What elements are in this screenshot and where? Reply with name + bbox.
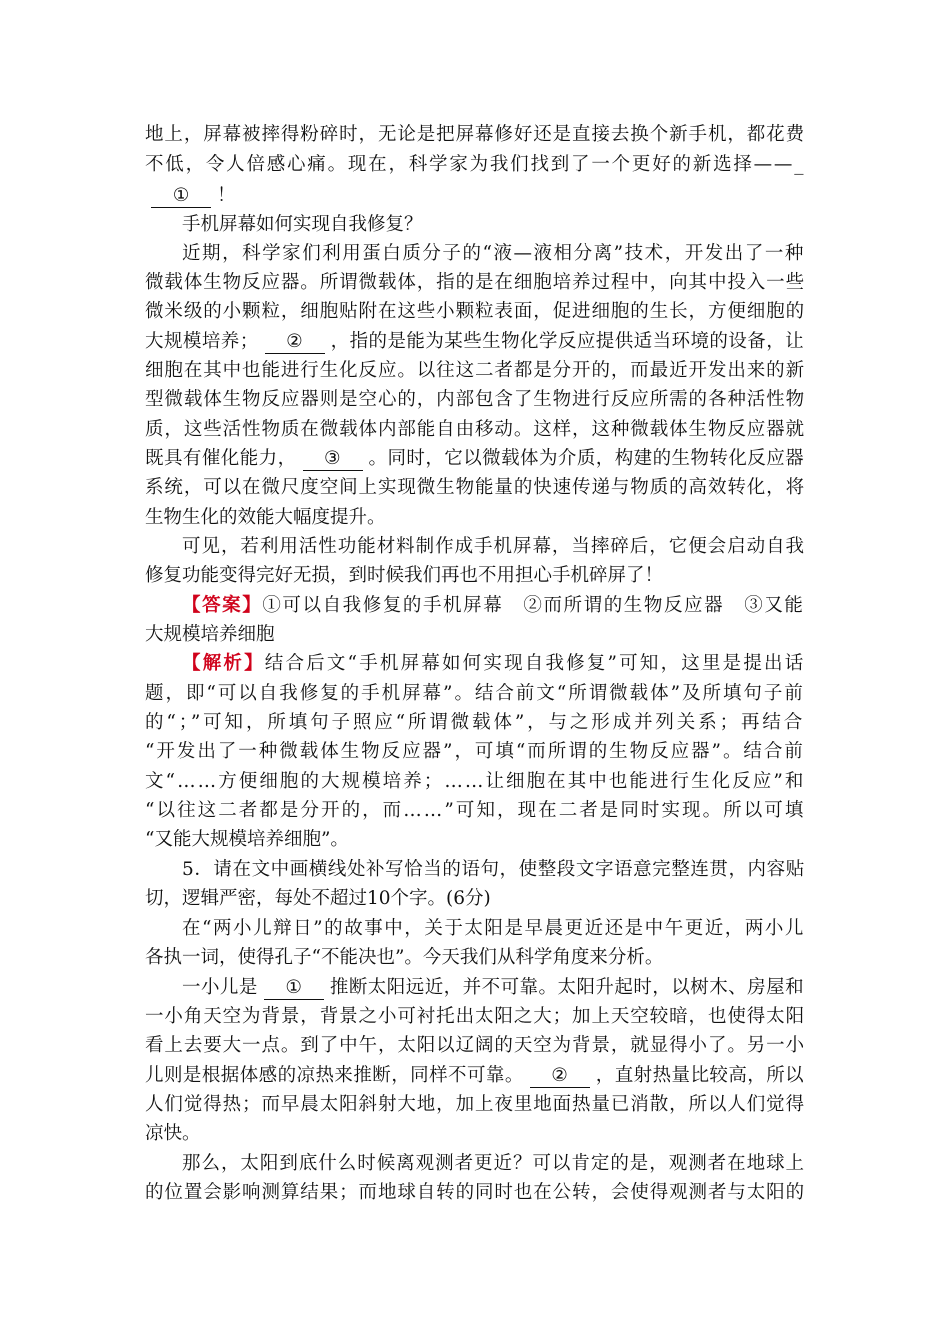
- text-line: [182, 857, 805, 883]
- text-line: [145, 886, 491, 912]
- text-line: [145, 945, 663, 971]
- section-label: 【解析】: [182, 653, 265, 674]
- line-text: “又能大规模培养细胞”。: [145, 829, 349, 850]
- line-text: ，指的是能为某些生物化学反应提供适当环境的设备，让: [330, 331, 805, 352]
- line-text: 型微载体生物反应器则是空心的，内部包含了生物进行反应所需的各种活性物: [145, 389, 806, 410]
- text-line: [145, 563, 663, 589]
- line-text: 5．请在文中画横线处补写恰当的语句，使整段文字语意完整连贯，内容贴: [182, 859, 805, 880]
- line-text: 细胞在其中也能进行生化反应。以往这二者都是分开的，而最近开发出来的新: [145, 360, 806, 381]
- line-text: 儿则是根据体感的凉热来推断，同样不可靠。: [145, 1065, 524, 1086]
- section-label: 【答案】: [182, 595, 263, 616]
- line-text: 系统，可以在微尺度空间上实现微生物能量的快速传递与物质的高效转化，将: [145, 477, 806, 498]
- text-line: [145, 1180, 805, 1206]
- line-text: 凉快。: [145, 1123, 201, 1144]
- line-text: 可见，若利用活性功能材料制作成手机屏幕，当摔碎后，它便会启动自我: [182, 536, 806, 557]
- answer-blank: ①: [264, 977, 324, 1000]
- line-text: 看上去要大一点。到了中午，太阳以辽阔的天空为背景，就显得小了。另一小: [145, 1035, 806, 1056]
- text-line: [182, 1151, 805, 1177]
- answer-blank: ①: [151, 185, 211, 208]
- line-text: 近期，科学家们利用蛋白质分子的“液—液相分离”技术，开发出了一种: [182, 243, 805, 264]
- text-line: [145, 505, 386, 531]
- line-text: 地上，屏幕被摔得粉碎时，无论是把屏幕修好还是直接去换个新手机，都花费: [145, 124, 806, 145]
- text-line: [145, 417, 805, 443]
- line-text: 生物生化的效能大幅度提升。: [145, 507, 386, 528]
- line-text: 微米级的小颗粒，细胞贴附在这些小颗粒表面，促进细胞的生长，方便细胞的: [145, 301, 806, 322]
- line-text: 推断太阳远近，并不可靠。太阳升起时，以树木、房屋和: [329, 977, 805, 998]
- text-line: [145, 681, 805, 707]
- text-line: [145, 152, 805, 178]
- text-line: [145, 475, 805, 501]
- text-line: [145, 1033, 805, 1059]
- text-line: [145, 1063, 804, 1089]
- line-text: 文“……方便细胞的大规模培养；……让细胞在其中也能进行生化反应”和: [145, 771, 806, 792]
- text-line: [145, 798, 805, 824]
- text-line: [145, 270, 805, 296]
- line-text: 那么，太阳到底什么时候离观测者更近？可以肯定的是，观测者在地球上: [182, 1153, 806, 1174]
- text-line: [145, 358, 805, 384]
- line-text: 人们觉得热；而早晨太阳斜射大地，加上夜里地面热量已消散，所以人们觉得: [145, 1094, 806, 1115]
- line-text: 的“；”可知，所填句子照应“所谓微载体”，与之形成并列关系；再结合: [145, 712, 806, 733]
- line-text: 一小角天空为背景，背景之小可衬托出太阳之大；加上天空较暗，也使得太阳: [145, 1006, 806, 1027]
- line-text: 的位置会影响测算结果；而地球自转的同时也在公转，会使得观测者与太阳的: [145, 1182, 806, 1203]
- text-line: [145, 622, 275, 648]
- line-text: 一小儿是: [182, 977, 258, 998]
- text-line: [145, 183, 236, 209]
- text-line: [182, 975, 804, 1001]
- line-text: 。同时，它以微载体为介质，构建的生物转化反应器: [368, 448, 805, 469]
- line-text: 在“两小儿辩日”的故事中，关于太阳是早晨更近还是中午更近，两小儿: [182, 918, 805, 939]
- text-line: [145, 739, 805, 765]
- answer-blank: ②: [265, 331, 325, 354]
- text-line: [145, 122, 805, 148]
- line-text: 各执一词，使得孔子“不能决也”。今天我们从科学角度来分析。: [145, 947, 664, 968]
- text-line: [145, 387, 805, 413]
- answer-blank: ②: [530, 1065, 590, 1088]
- line-text: “以往这二者都是分开的，而……”可知，现在二者是同时实现。所以可填: [145, 800, 806, 821]
- text-line: [145, 710, 805, 736]
- line-text: ！: [217, 185, 236, 206]
- text-line: [145, 827, 349, 853]
- text-line: [182, 593, 805, 619]
- line-text: ，直射热量比较高，所以: [595, 1065, 805, 1086]
- line-text: “开发出了一种微载体生物反应器”，可填“而所谓的生物反应器”。结合前: [145, 741, 805, 762]
- line-text: 既具有催化能力，: [145, 448, 297, 469]
- text-line: [145, 299, 805, 325]
- text-line: [145, 1121, 201, 1147]
- line-text: 手机屏幕如何实现自我修复？: [182, 214, 423, 235]
- text-line: [182, 651, 805, 677]
- text-line: [182, 212, 423, 238]
- text-line: [145, 329, 804, 355]
- text-line: [145, 1004, 805, 1030]
- line-text: 结合后文“手机屏幕如何实现自我修复”可知，这里是提出话: [264, 653, 806, 674]
- line-text: 微载体生物反应器。所谓微载体，指的是在细胞培养过程中，向其中投入一些: [145, 272, 806, 293]
- text-line: [145, 1092, 805, 1118]
- text-line: [182, 241, 805, 267]
- text-line: [182, 534, 805, 560]
- text-line: [182, 916, 805, 942]
- text-line: [145, 769, 805, 795]
- line-text: 质，这些活性物质在微载体内部能自由移动。这样，这种微载体生物反应器就: [145, 419, 806, 440]
- answer-blank: ③: [303, 448, 363, 471]
- line-text: 切，逻辑严密，每处不超过10个字。(6分): [145, 888, 491, 909]
- text-line: [145, 446, 804, 472]
- line-text: 修复功能变得完好无损，到时候我们再也不用担心手机碎屏了！: [145, 565, 664, 586]
- line-text: 大规模培养；: [145, 331, 259, 352]
- line-text: 大规模培养细胞: [145, 624, 275, 645]
- line-text: ①可以自我修复的手机屏幕 ②而所谓的生物反应器 ③又能: [262, 595, 805, 616]
- line-text: 不低，令人倍感心痛。现在，科学家为我们找到了一个更好的新选择——_: [145, 154, 806, 175]
- line-text: 题，即“可以自我修复的手机屏幕”。结合前文“所谓微载体”及所填句子前: [145, 683, 805, 704]
